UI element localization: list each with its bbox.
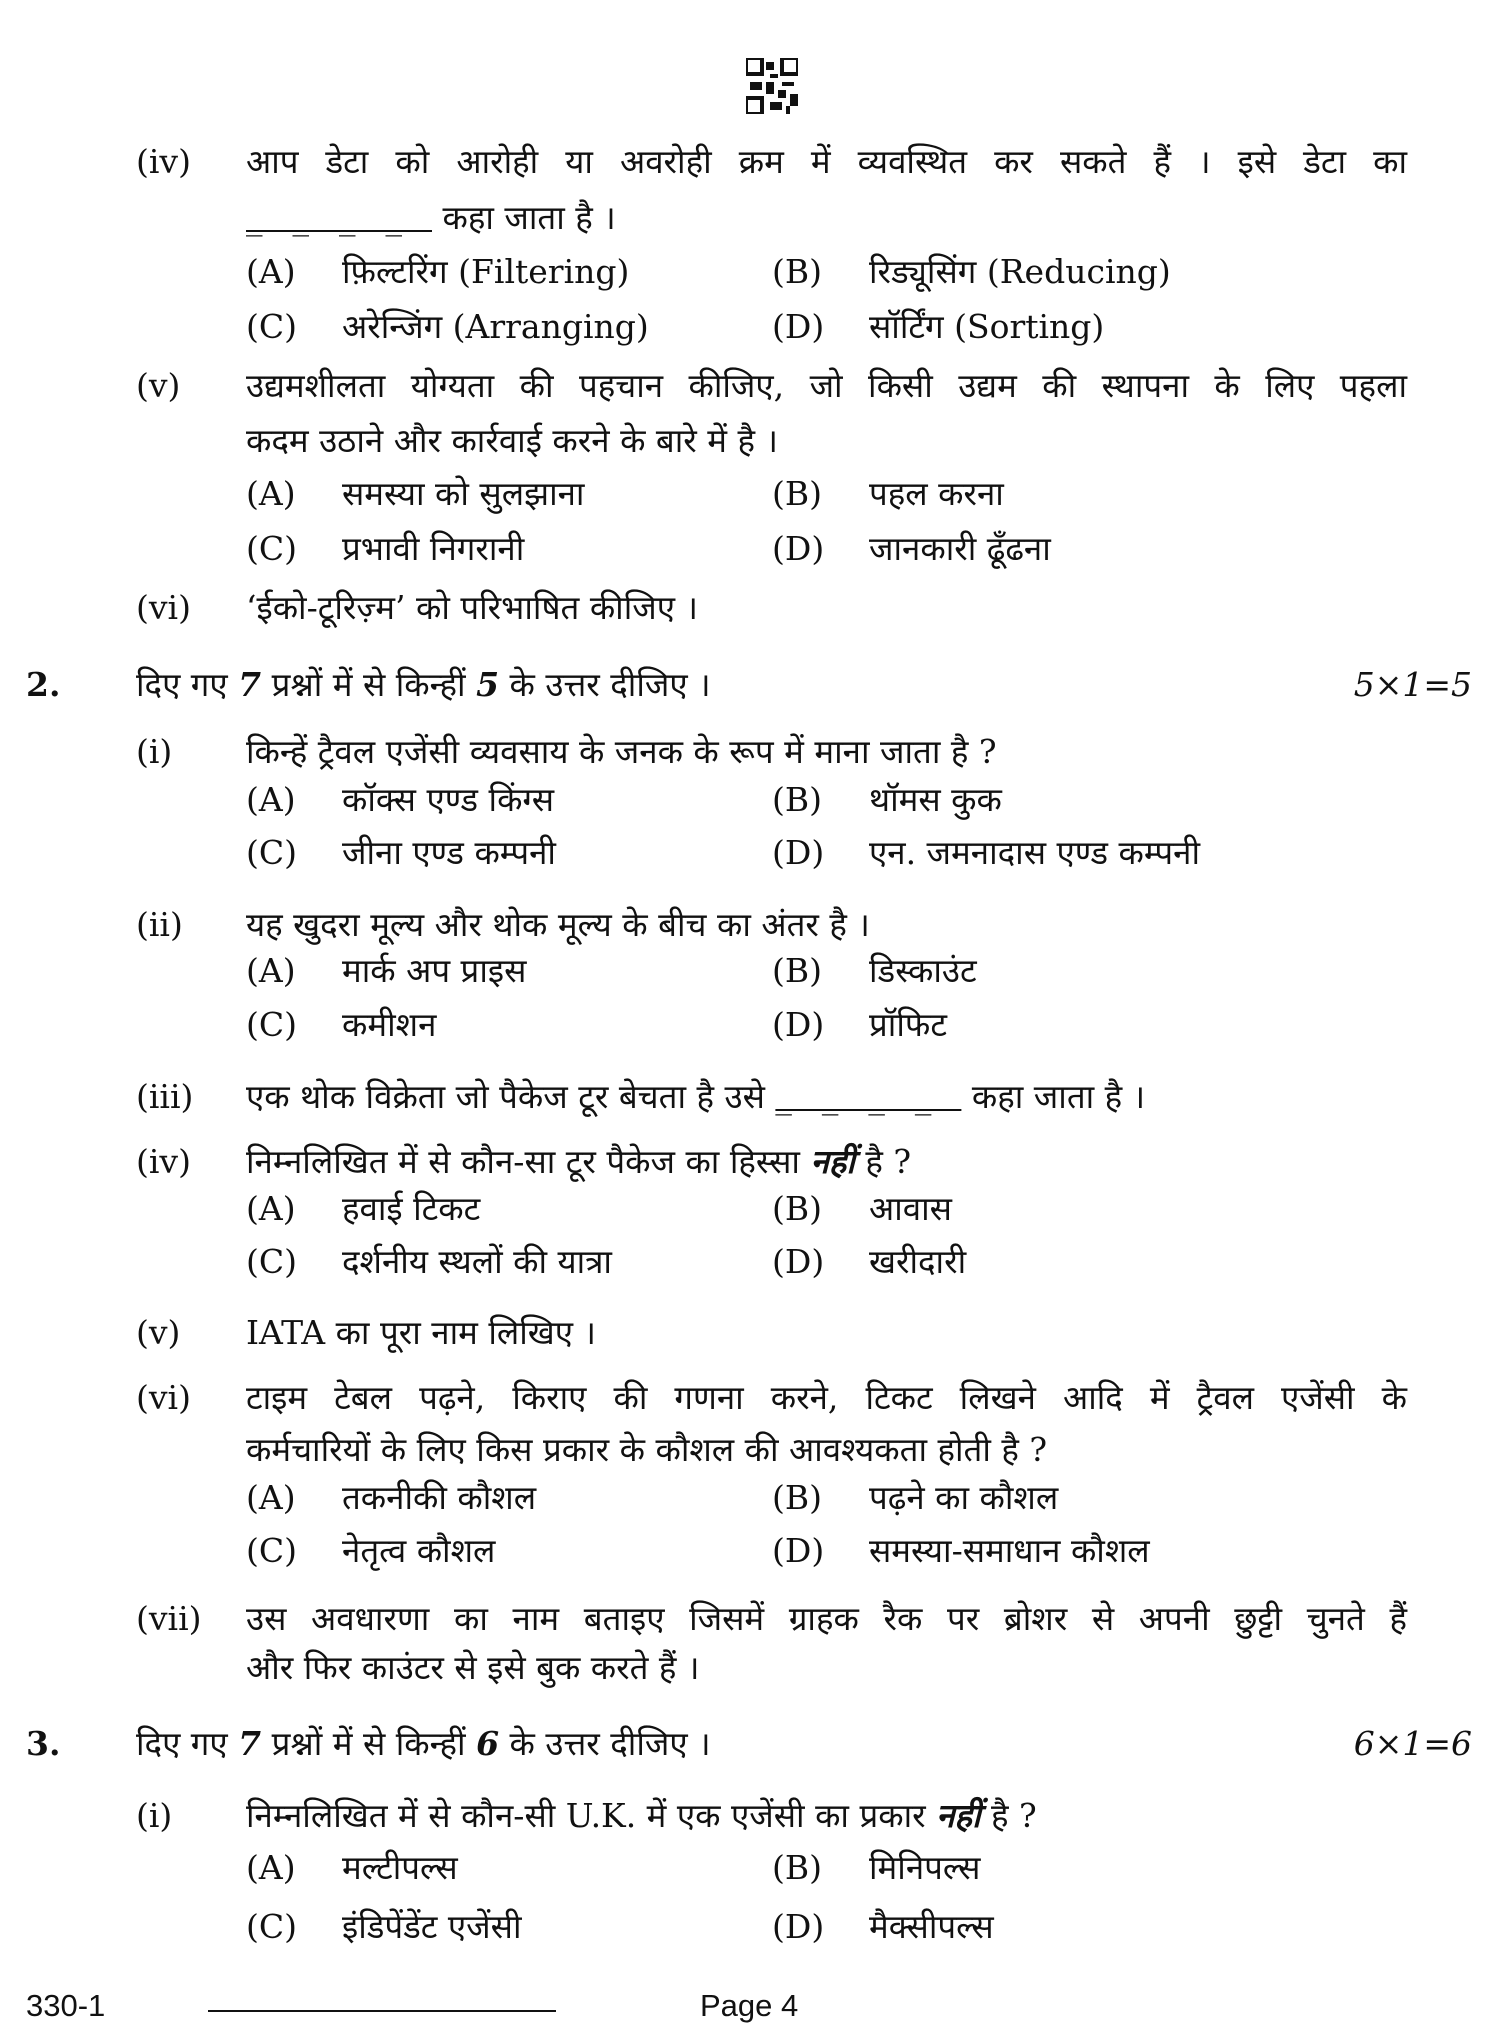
marks-allocation: 5×1=5: [1353, 665, 1472, 704]
question-item-line: [0, 416, 1505, 466]
option-text: मैक्सीपल्स: [869, 1907, 994, 1946]
options-row: [0, 1000, 1505, 1050]
question-item-line: [0, 727, 1505, 777]
option-label: (A): [246, 1478, 296, 1517]
question-text: और फिर काउंटर से इसे बुक करते हैं ।: [246, 1648, 700, 1687]
question-text: एक थोक विक्रेता जो पैकेज टूर बेचता है उसे ____ कहा जाता है ।: [246, 1077, 1146, 1116]
option-label: (C): [246, 307, 297, 346]
option-text: हवाई टिकट: [342, 1189, 481, 1228]
option-label: (B): [772, 474, 822, 513]
question-item-line: [0, 1425, 1505, 1475]
question-text: निम्नलिखित में से कौन-सा टूर पैकेज का हिस्सा नहीं है ?: [246, 1142, 912, 1181]
option-text: थॉमस कुक: [869, 780, 1002, 819]
emphasis: 6: [476, 1724, 500, 1763]
qr-code-icon: [746, 58, 798, 114]
option-label: (C): [246, 1907, 297, 1946]
option-label: (B): [772, 252, 822, 291]
option-label: (B): [772, 951, 822, 990]
question-item-line: [0, 1137, 1505, 1187]
question-item-line: [0, 583, 1505, 633]
option-label: (B): [772, 1478, 822, 1517]
marks-allocation: 6×1=6: [1353, 1724, 1472, 1763]
options-row: [0, 302, 1505, 352]
sub-question-number: (i): [136, 1796, 173, 1835]
option-label: (B): [772, 780, 822, 819]
question-text: आप डेटा को आरोही या अवरोही क्रम में व्यवस्थित कर सकते हैं । इसे डेटा का: [246, 142, 1407, 181]
options-row: [0, 1843, 1505, 1893]
option-label: (A): [246, 474, 296, 513]
option-text: मल्टीपल्स: [342, 1848, 458, 1887]
option-label: (B): [772, 1848, 822, 1887]
option-text: अरेन्जिंग (Arranging): [342, 307, 649, 346]
option-text: कमीशन: [342, 1005, 437, 1044]
question-item-line: [0, 1308, 1505, 1358]
sub-question-number: (iv): [136, 1142, 191, 1181]
question-instruction: दिए गए 7 प्रश्नों में से किन्हीं 5 के उत्तर दीजिए ।: [136, 665, 711, 704]
option-text: पहल करना: [869, 474, 1004, 513]
question-item-line: [0, 1072, 1505, 1122]
question-item-line: [0, 900, 1505, 950]
options-row: [0, 775, 1505, 825]
question-text: ____ कहा जाता है ।: [246, 198, 616, 237]
option-text: डिस्काउंट: [869, 951, 977, 990]
question-text: उस अवधारणा का नाम बताइए जिसमें ग्राहक रैक पर ब्रोशर से अपनी छुट्टी चुनते हैं: [246, 1599, 1407, 1638]
option-label: (A): [246, 252, 296, 291]
options-row: [0, 469, 1505, 519]
option-text: दर्शनीय स्थलों की यात्रा: [342, 1242, 612, 1281]
footer-divider: [208, 2010, 556, 2012]
option-text: इंडिपेंडेंट एजेंसी: [342, 1907, 522, 1946]
page-number: Page 4: [700, 1988, 799, 2023]
option-label: (D): [772, 307, 825, 346]
option-label: (C): [246, 1531, 297, 1570]
option-label: (D): [772, 1005, 825, 1044]
option-text: प्रभावी निगरानी: [342, 529, 525, 568]
question-text: निम्नलिखित में से कौन-सी U.K. में एक एजेंसी का प्रकार नहीं है ?: [246, 1796, 1037, 1835]
emphasis: नहीं: [936, 1796, 981, 1835]
option-text: सॉर्टिंग (Sorting): [869, 307, 1105, 346]
options-row: [0, 946, 1505, 996]
option-text: खरीदारी: [869, 1242, 967, 1281]
question-instruction: दिए गए 7 प्रश्नों में से किन्हीं 6 के उत्तर दीजिए ।: [136, 1724, 711, 1763]
option-label: (D): [772, 833, 825, 872]
question-text: कदम उठाने और कार्रवाई करने के बारे में है ।: [246, 421, 779, 460]
options-row: [0, 1526, 1505, 1576]
sub-question-number: (v): [136, 1313, 181, 1352]
option-label: (D): [772, 529, 825, 568]
options-row: [0, 1184, 1505, 1234]
question-text: किन्हें ट्रैवल एजेंसी व्यवसाय के जनक के रूप में माना जाता है ?: [246, 732, 997, 771]
sub-question-number: (v): [136, 366, 181, 405]
option-text: प्रॉफिट: [869, 1005, 947, 1044]
option-label: (A): [246, 780, 296, 819]
option-label: (C): [246, 1242, 297, 1281]
option-label: (A): [246, 1848, 296, 1887]
question-number: 3.: [26, 1724, 61, 1763]
option-text: फ़िल्टरिंग (Filtering): [342, 252, 630, 291]
option-text: रिड्यूसिंग (Reducing): [869, 252, 1171, 291]
option-label: (D): [772, 1907, 825, 1946]
sub-question-number: (vi): [136, 588, 191, 627]
question-text: उद्यमशीलता योग्यता की पहचान कीजिए, जो किसी उद्यम की स्थापना के लिए पहला: [246, 366, 1407, 405]
answer-blank: ____: [775, 1077, 962, 1116]
question-item-line: [0, 193, 1505, 243]
options-row: [0, 1902, 1505, 1952]
question-item-line: [0, 1594, 1505, 1644]
option-text: जीना एण्ड कम्पनी: [342, 833, 556, 872]
option-text: समस्या-समाधान कौशल: [869, 1531, 1150, 1570]
question-text: टाइम टेबल पढ़ने, किराए की गणना करने, टिकट लिखने आदि में ट्रैवल एजेंसी के: [246, 1378, 1407, 1417]
option-text: मार्क अप प्राइस: [342, 951, 527, 990]
page-footer: [0, 1988, 1505, 2032]
question-header: [0, 660, 1505, 710]
sub-question-number: (vii): [136, 1599, 202, 1638]
question-item-line: [0, 361, 1505, 411]
question-text: ‘ईको-टूरिज़्म’ को परिभाषित कीजिए ।: [246, 588, 699, 627]
emphasis: नहीं: [810, 1142, 855, 1181]
option-label: (D): [772, 1242, 825, 1281]
emphasis: 7: [238, 665, 262, 704]
question-item-line: [0, 1643, 1505, 1693]
paper-code: 330-1: [26, 1988, 106, 2023]
question-header: [0, 1719, 1505, 1769]
question-item-line: [0, 1791, 1505, 1841]
sub-question-number: (ii): [136, 905, 183, 944]
question-item-line: [0, 137, 1505, 187]
sub-question-number: (i): [136, 732, 173, 771]
options-row: [0, 524, 1505, 574]
sub-question-number: (vi): [136, 1378, 191, 1417]
option-label: (A): [246, 951, 296, 990]
option-text: एन. जमनादास एण्ड कम्पनी: [869, 833, 1201, 872]
option-text: मिनिपल्स: [869, 1848, 981, 1887]
option-text: समस्या को सुलझाना: [342, 474, 585, 513]
question-number: 2.: [26, 665, 61, 704]
emphasis: 5: [476, 665, 500, 704]
answer-blank: ____: [246, 198, 432, 237]
sub-question-number: (iv): [136, 142, 191, 181]
option-label: (C): [246, 529, 297, 568]
question-text: यह खुदरा मूल्य और थोक मूल्य के बीच का अंतर है ।: [246, 905, 870, 944]
option-label: (C): [246, 833, 297, 872]
question-text: IATA का पूरा नाम लिखिए ।: [246, 1313, 597, 1352]
option-text: तकनीकी कौशल: [342, 1478, 537, 1517]
question-item-line: [0, 1373, 1505, 1423]
option-text: आवास: [869, 1189, 952, 1228]
options-row: [0, 828, 1505, 878]
emphasis: 7: [238, 1724, 262, 1763]
option-label: (B): [772, 1189, 822, 1228]
option-text: पढ़ने का कौशल: [869, 1478, 1059, 1517]
options-row: [0, 247, 1505, 297]
option-text: कॉक्स एण्ड किंग्स: [342, 780, 555, 819]
options-row: [0, 1237, 1505, 1287]
sub-question-number: (iii): [136, 1077, 194, 1116]
option-label: (C): [246, 1005, 297, 1044]
option-label: (A): [246, 1189, 296, 1228]
option-text: नेतृत्व कौशल: [342, 1531, 496, 1570]
option-label: (D): [772, 1531, 825, 1570]
option-text: जानकारी ढूँढना: [869, 529, 1051, 568]
question-text: कर्मचारियों के लिए किस प्रकार के कौशल की आवश्यकता होती है ?: [246, 1430, 1048, 1469]
options-row: [0, 1473, 1505, 1523]
